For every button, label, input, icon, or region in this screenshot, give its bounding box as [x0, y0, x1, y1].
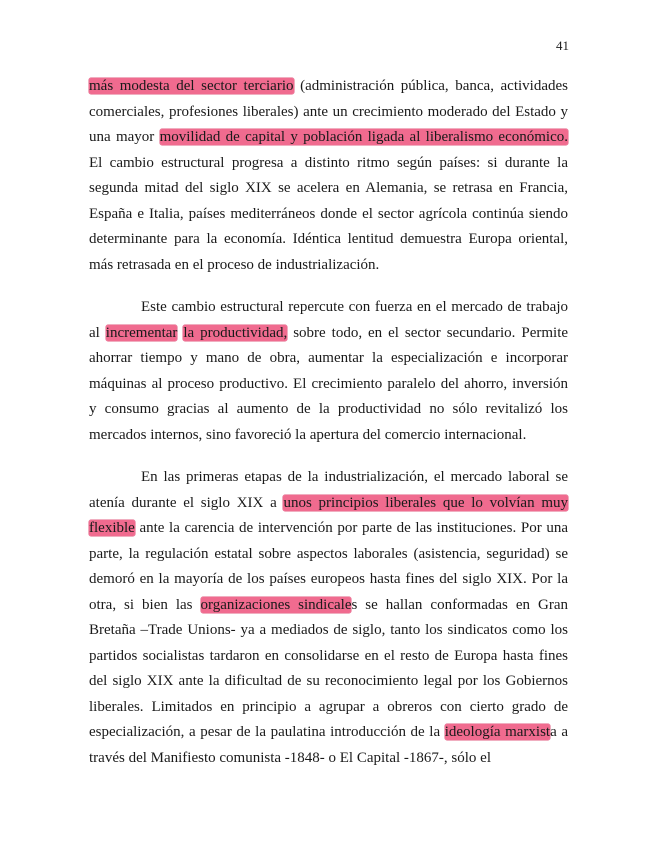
text-line — [89, 567, 568, 593]
text-line — [89, 695, 568, 721]
text-segment: más retrasada en el proceso de industrialización. — [89, 256, 380, 273]
text-line — [89, 397, 568, 423]
text-line — [89, 542, 568, 568]
text-segment: atenía durante el siglo XIX a — [89, 494, 284, 511]
page-number: 41 — [556, 38, 569, 53]
highlighted-text: organizaciones sindicale — [200, 596, 352, 613]
text-line — [89, 746, 568, 772]
text-segment: ante la carencia de intervención por parte de las instituciones. Por una — [134, 520, 568, 536]
text-segment: parte, la regulación estatal sobre aspectos laborales (asistencia, seguridad) se — [89, 545, 568, 562]
paragraph-2 — [89, 295, 568, 448]
highlighted-text: la productividad, — [183, 324, 288, 341]
text-line — [89, 176, 568, 202]
highlighted-text: unos principios liberales que lo volvían muy — [283, 494, 568, 511]
text-segment: Este cambio estructural repercute con fuerza en el mercado de trabajo — [141, 299, 568, 315]
text-segment: (administración pública, banca, actividades — [293, 78, 568, 94]
text-line — [89, 295, 568, 321]
text-segment: especialización, a pesar de la paulatina introducción de la — [89, 724, 445, 740]
text-line — [89, 125, 568, 151]
text-line — [89, 491, 568, 517]
paragraph-1 — [89, 74, 568, 278]
text-segment: mercados internos, sino favoreció la apertura del comercio internacional. — [89, 426, 527, 443]
text-segment: España e Italia, países mediterráneos donde el sector agrícola continúa siendo — [89, 205, 568, 222]
text-line — [89, 202, 568, 228]
text-line — [89, 74, 568, 100]
text-segment: y consumo gracias al aumento de la productividad no sólo revitalizó los — [89, 401, 568, 417]
text-segment: El cambio estructural progresa a distinto ritmo según países: si durante la — [89, 154, 568, 171]
text-line — [89, 151, 568, 177]
text-line — [89, 100, 568, 126]
text-segment: Bretaña –Trade Unions- ya a mediados de siglo, tanto los sindicatos como los — [89, 622, 568, 638]
text-segment: determinante para la economía. Idéntica lentitud demuestra Europa oriental, — [89, 231, 568, 247]
text-line — [89, 227, 568, 253]
text-line — [89, 253, 568, 279]
text-line — [89, 593, 568, 619]
text-segment: al — [89, 324, 106, 341]
text-segment: partidos socialistas tardaron en consolidarse en el resto de Europa hasta fines — [89, 647, 568, 664]
highlighted-text: más modesta del sector terciario — [89, 78, 294, 94]
text-segment: una mayor — [89, 129, 160, 145]
text-segment: ahorrar tiempo y mano de obra, aumentar la especialización e incorporar — [89, 350, 568, 366]
text-line — [89, 321, 568, 347]
text-segment: demoró en la mayoría de los países europeos hasta fines del siglo XIX. Por la — [89, 571, 568, 587]
highlighted-text: ideología marxist — [444, 724, 551, 740]
text-segment: a a — [550, 724, 569, 740]
text-line — [89, 465, 568, 491]
text-line — [89, 669, 568, 695]
highlighted-text: flexible — [89, 520, 135, 536]
text-line — [89, 618, 568, 644]
text-segment: del siglo XIX ante la dificultad de su reconocimiento legal por los Gobiernos — [89, 673, 568, 689]
text-line — [89, 346, 568, 372]
text-line — [89, 423, 568, 449]
text-segment: máquinas al proceso productivo. El crecimiento paralelo del ahorro, inversión — [89, 375, 568, 392]
text-segment: sobre todo, en el sector secundario. Permite — [287, 324, 569, 341]
text-segment: comerciales, profesiones liberales) ante un crecimiento moderado del Estado y — [89, 103, 568, 120]
paragraph-3 — [89, 465, 568, 771]
text-segment: segunda mitad del siglo XIX se acelera en Alemania, se retrasa en Francia, — [89, 180, 568, 196]
text-segment: través del Manifiesto comunista -1848- o El Capital -1867-, sólo el — [89, 749, 491, 766]
text-segment: s se hallan conformadas en Gran — [351, 596, 568, 613]
text-line — [89, 372, 568, 398]
text-line — [89, 644, 568, 670]
text-segment: otra, si bien las — [89, 596, 201, 613]
text-line — [89, 516, 568, 542]
text-line — [89, 720, 568, 746]
text-segment: liberales. Limitados en principio a agrupar a obreros con cierto grado de — [89, 698, 568, 715]
text-segment: En las primeras etapas de la industrialización, el mercado laboral se — [141, 469, 568, 485]
highlighted-text: movilidad de capital y población ligada al liberalismo económico. — [159, 129, 568, 145]
highlighted-text: incrementar — [105, 324, 178, 341]
